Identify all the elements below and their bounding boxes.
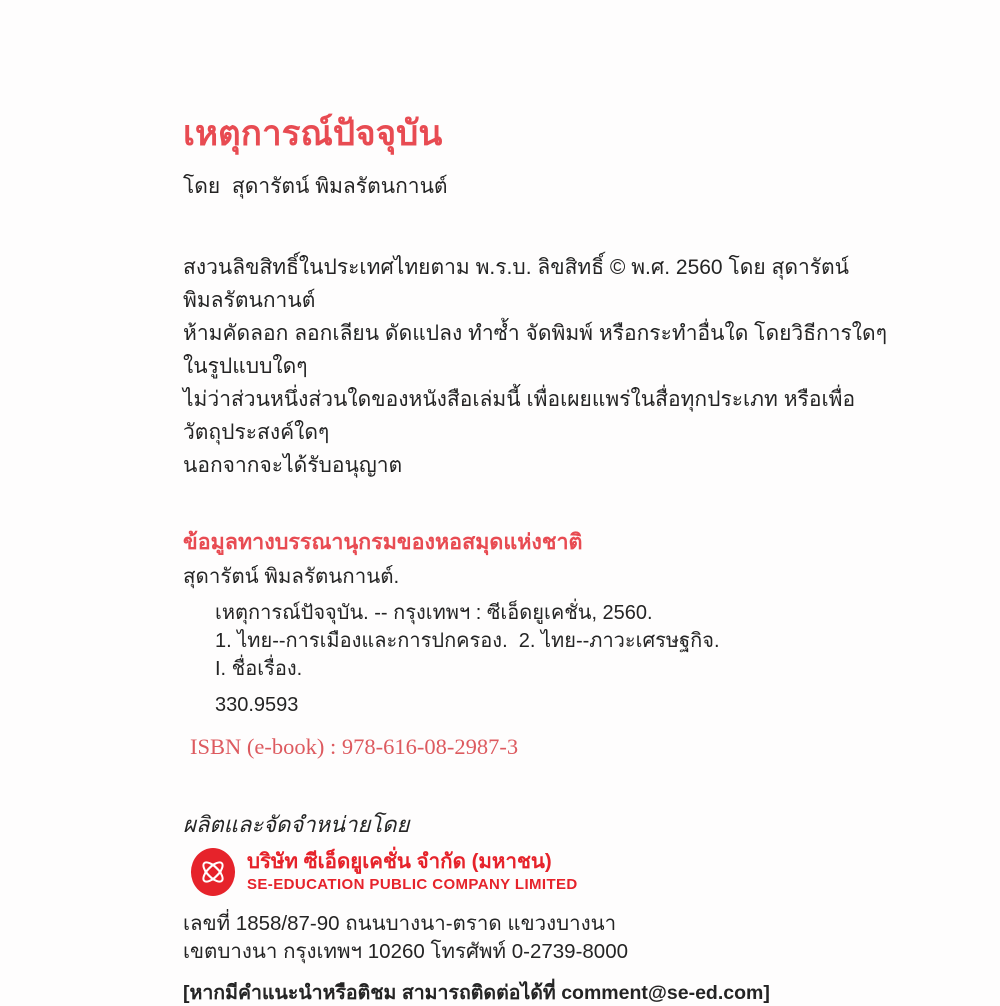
- dewey-number: 330.9593: [215, 693, 299, 716]
- cataloging-author: สุดารัตน์ พิมลรัตนกานต์.: [183, 564, 400, 588]
- cataloging-title-entry: I. ชื่อเรื่อง.: [215, 657, 303, 680]
- cataloging-entries: [215, 599, 890, 683]
- cataloging-heading: ข้อมูลทางบรรณานุกรมของหอสมุดแห่งชาติ: [183, 529, 583, 554]
- cataloging-subjects: 1. ไทย--การเมืองและการปกครอง. 2. ไทย--ภาวะเศรษฐกิจ.: [215, 629, 720, 652]
- produced-by-label: ผลิตและจัดจำหน่ายโดย: [183, 811, 410, 837]
- se-ed-knot-icon: [190, 847, 236, 897]
- copyright-line: ไม่ว่าส่วนหนึ่งส่วนใดของหนังสือเล่มนี้ เพื่อเผยแพร่ในสื่อทุกประเภท หรือเพื่อวัตถุประสงค์ใดๆ: [183, 387, 856, 444]
- publisher-name-english: SE-EDUCATION PUBLIC COMPANY LIMITED: [247, 876, 578, 894]
- publisher-name-thai: บริษัท ซีเอ็ดยูเคชั่น จำกัด (มหาชน): [247, 850, 552, 874]
- book-byline: โดย สุดารัตน์ พิมลรัตนกานต์: [183, 174, 448, 198]
- copyright-line: นอกจากจะได้รับอนุญาต: [183, 453, 403, 477]
- address-line: เขตบางนา กรุงเทพฯ 10260 โทรศัพท์ 0-2739-8000: [183, 939, 628, 963]
- copyright-line: สงวนลิขสิทธิ์ในประเทศไทยตาม พ.ร.บ. ลิขสิทธิ์ © พ.ศ. 2560 โดย สุดารัตน์ พิมลรัตนกานต์: [183, 255, 855, 312]
- publisher-identity: [190, 847, 890, 897]
- publisher-address: [183, 910, 890, 966]
- publisher-names: [247, 849, 578, 894]
- contact-note: [หากมีคำแนะนำหรือติชม สามารถติดต่อได้ที่ comment@se-ed.com]: [183, 981, 770, 1004]
- isbn-line: ISBN (e-book) : 978-616-08-2987-3: [190, 733, 519, 759]
- address-line: เลขที่ 1858/87-90 ถนนบางนา-ตราด แขวงบางนา: [183, 911, 617, 935]
- copyright-line: ห้ามคัดลอก ลอกเลียน ดัดแปลง ทำซ้ำ จัดพิมพ์ หรือกระทำอื่นใด โดยวิธีการใดๆ ในรูปแบบใดๆ: [183, 321, 893, 378]
- book-title: เหตุการณ์ปัจจุบัน: [183, 114, 443, 153]
- copyright-notice: [183, 251, 893, 482]
- cataloging-entry: เหตุการณ์ปัจจุบัน. -- กรุงเทพฯ : ซีเอ็ดยูเคชั่น, 2560.: [215, 601, 653, 624]
